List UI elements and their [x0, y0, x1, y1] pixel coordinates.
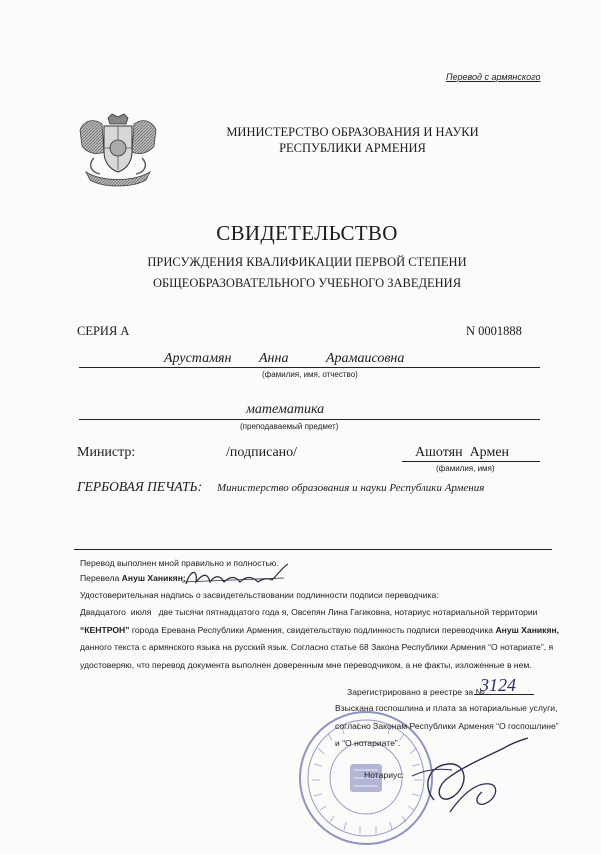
subject-caption: (преподаваемый предмет): [240, 422, 339, 431]
holder-name-line: [79, 367, 540, 368]
document-title: СВИДЕТЕЛЬСТВО: [216, 221, 398, 245]
section-separator: [74, 549, 552, 550]
certified-translator-name: Ануш Ханикян,: [495, 624, 560, 635]
certification-line-4: удостоверяю, что перевод документа выполнен доверенным мне переводчиком, а не факты, изложенные в нем.: [80, 659, 532, 670]
minister-name: Ашотян Армен: [415, 445, 510, 460]
certification-line-1: Двадцатого июля две тысячи пятнадцатого года я, Овсепян Лина Гагиковна, нотариус нотариальной территории: [80, 607, 538, 617]
notary-signature: [404, 730, 534, 820]
ministry-line-1: МИНИСТЕРСТВО ОБРАЗОВАНИЯ И НАУКИ: [226, 125, 479, 139]
translator-name: Ануш Ханикян:: [121, 573, 186, 583]
seal-value: Министерство образования и науки Республики Армения: [217, 482, 485, 494]
holder-surname: Арустамян: [164, 351, 232, 366]
fee-line-3: и “О нотариате”.: [335, 738, 401, 748]
fee-line-2: согласно Законам Республики Армения “О госпошлине”: [335, 720, 559, 731]
document-subtitle-2: ОБЩЕОБРАЗОВАТЕЛЬНОГО УЧЕБНОГО ЗАВЕДЕНИЯ: [152, 276, 462, 290]
registry-label: Зарегистрировано в реестре за №: [347, 687, 485, 697]
notary-territory-name: “КЕНТРОН”: [80, 624, 130, 635]
certification-paragraph: [80, 604, 560, 674]
series-number: N 0001888: [466, 324, 522, 338]
translation-done-note: Перевод выполнен мной правильно и полностью.: [80, 558, 279, 568]
translator-signature: [180, 560, 300, 590]
translator-line: [80, 570, 186, 588]
translator-label: Перевела: [80, 573, 120, 583]
subject-value: математика: [246, 402, 325, 417]
holder-name: Анна: [259, 351, 289, 366]
seal-label: ГЕРБОВАЯ ПЕЧАТЬ:: [77, 479, 203, 494]
registry-number: 3124: [480, 675, 516, 695]
registry-number-line: [474, 694, 534, 695]
minister-caption: (фамилия, имя): [436, 464, 495, 473]
document-subtitle-1: ПРИСУЖДЕНИЯ КВАЛИФИКАЦИИ ПЕРВОЙ СТЕПЕНИ: [147, 255, 467, 269]
fee-line-1: Взыскана госпошлина и плата за нотариальные услуги,: [335, 703, 558, 713]
holder-name-caption: (фамилия, имя, отчество): [262, 370, 358, 379]
ministry-line-2: РЕСПУБЛИКИ АРМЕНИЯ: [279, 141, 426, 155]
translation-note: Перевод с армянского: [446, 72, 541, 82]
minister-label: Министр:: [77, 445, 136, 460]
minister-name-line: [402, 461, 540, 462]
coat-of-arms-emblem: [74, 112, 162, 190]
certification-heading: Удостоверительная надпись о засвидетельствовании подлинности подписи переводчика:: [80, 590, 439, 600]
certification-line-3: данного текста с армянского языка на русский язык. Согласно статье 68 Закона Республики Армения “О нотариате”, я: [80, 642, 554, 652]
series-label: СЕРИЯ А: [77, 324, 130, 338]
ministry-name: [200, 124, 505, 156]
subject-line: [79, 419, 540, 420]
holder-patronymic: Арамаисовна: [326, 351, 405, 366]
certification-line-2: [80, 622, 560, 640]
minister-signed: /подписано/: [226, 445, 298, 460]
certification-line-2-text: города Еревана Республики Армения, свидетельствую подлинность подписи переводчика: [129, 624, 496, 635]
notary-label: Нотариус:: [364, 770, 404, 780]
